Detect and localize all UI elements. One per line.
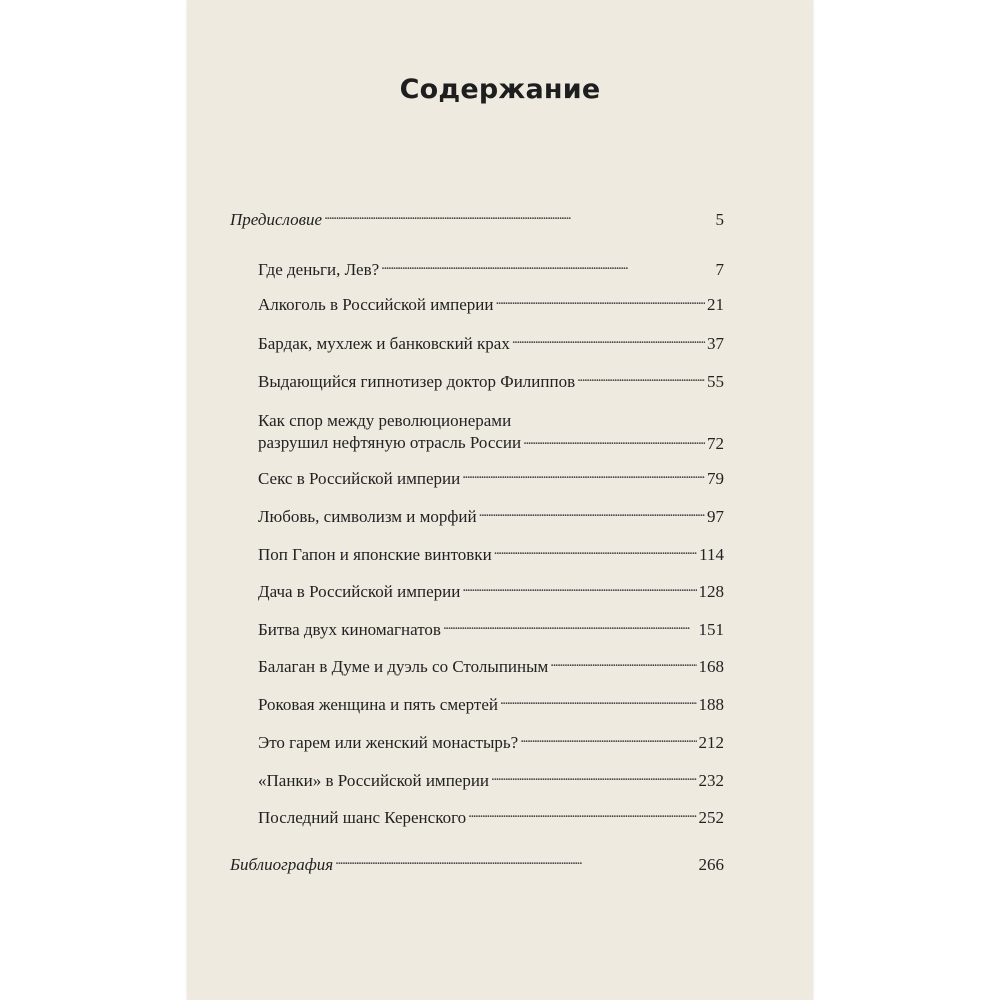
toc-entry <box>258 582 724 602</box>
dot-leader <box>523 436 705 450</box>
toc-entry <box>258 295 724 315</box>
dot-leader <box>479 508 705 522</box>
toc-entry <box>258 657 724 677</box>
toc-entry-page: 188 <box>698 695 724 714</box>
dot-leader <box>512 335 705 349</box>
toc-entry-page: 151 <box>698 620 724 639</box>
toc-entry-title: Любовь, символизм и морфий <box>258 507 477 526</box>
toc-entry <box>258 771 724 791</box>
toc-entry-title: Предисловие <box>230 210 323 229</box>
toc-entry-title: Битва двух киномагнатов <box>258 620 441 639</box>
dot-leader <box>443 621 697 635</box>
toc-entry-page: 79 <box>707 469 724 488</box>
toc-entry <box>258 334 724 354</box>
toc-entry-page: 72 <box>707 434 724 453</box>
toc-entry-title: Это гарем или женский монастырь? <box>258 733 519 752</box>
dot-leader <box>520 734 696 748</box>
toc-entry <box>258 733 724 753</box>
toc-entry <box>258 469 724 489</box>
toc-entry-title: Роковая женщина и пять смертей <box>258 695 498 714</box>
dot-leader <box>381 261 713 275</box>
toc-entry <box>258 410 724 454</box>
toc-entry-title: Балаган в Думе и дуэль со Столыпиным <box>258 657 549 676</box>
toc-entry <box>230 855 724 875</box>
toc-entry <box>258 620 724 640</box>
dot-leader <box>500 696 697 710</box>
dot-leader <box>495 296 705 310</box>
book-page <box>187 0 813 1000</box>
page-title: Содержание <box>399 74 601 105</box>
toc-entry-title: Дача в Российской империи <box>258 582 461 601</box>
toc-entry-title: «Панки» в Российской империи <box>258 771 490 790</box>
toc-entry-page: 37 <box>707 334 724 353</box>
toc-entry-title: Библиография <box>230 855 334 874</box>
dot-leader <box>335 856 696 870</box>
toc-entry-title: Выдающийся гипнотизер доктор Филиппов <box>258 372 576 391</box>
toc-entry-title: Поп Гапон и японские винтовки <box>258 545 492 564</box>
toc-entry-page: 5 <box>715 210 724 229</box>
toc-entry-page: 97 <box>707 507 724 526</box>
dot-leader <box>468 809 696 823</box>
toc-entry <box>258 545 724 565</box>
toc-entry-title: Как спор между революционерами разрушил нефтяную отрасль России <box>258 411 522 452</box>
toc-entry-title: Бардак, мухлеж и банковский крах <box>258 334 510 353</box>
toc-entry-page: 168 <box>698 657 724 676</box>
dot-leader <box>324 211 713 225</box>
dot-leader <box>494 546 697 560</box>
dot-leader <box>577 373 705 387</box>
toc-entry <box>258 695 724 715</box>
toc-entry-page: 114 <box>699 545 724 564</box>
toc-entry-title: Последний шанс Керенского <box>258 808 467 827</box>
toc-entry <box>258 260 724 280</box>
toc-entry-page: 21 <box>707 295 724 314</box>
toc-entry <box>258 372 724 392</box>
toc-entry-page: 212 <box>698 733 724 752</box>
dot-leader <box>491 772 696 786</box>
toc-entry-page: 128 <box>698 582 724 601</box>
toc-entry-title: Где деньги, Лев? <box>258 260 380 279</box>
toc-entry-page: 252 <box>698 808 724 827</box>
dot-leader <box>550 658 696 672</box>
toc-entry-page: 232 <box>698 771 724 790</box>
toc-entry-title: Алкоголь в Российской империи <box>258 295 494 314</box>
toc-entry <box>258 507 724 527</box>
toc-entry-page: 266 <box>698 855 724 874</box>
toc-entry-page: 55 <box>707 372 724 391</box>
dot-leader <box>462 583 696 597</box>
toc-entry <box>230 210 724 230</box>
toc-entry <box>258 808 724 828</box>
toc-entry-title: Секс в Российской империи <box>258 469 461 488</box>
table-of-contents <box>187 0 813 1000</box>
dot-leader <box>462 470 705 484</box>
toc-entry-page: 7 <box>715 260 724 279</box>
